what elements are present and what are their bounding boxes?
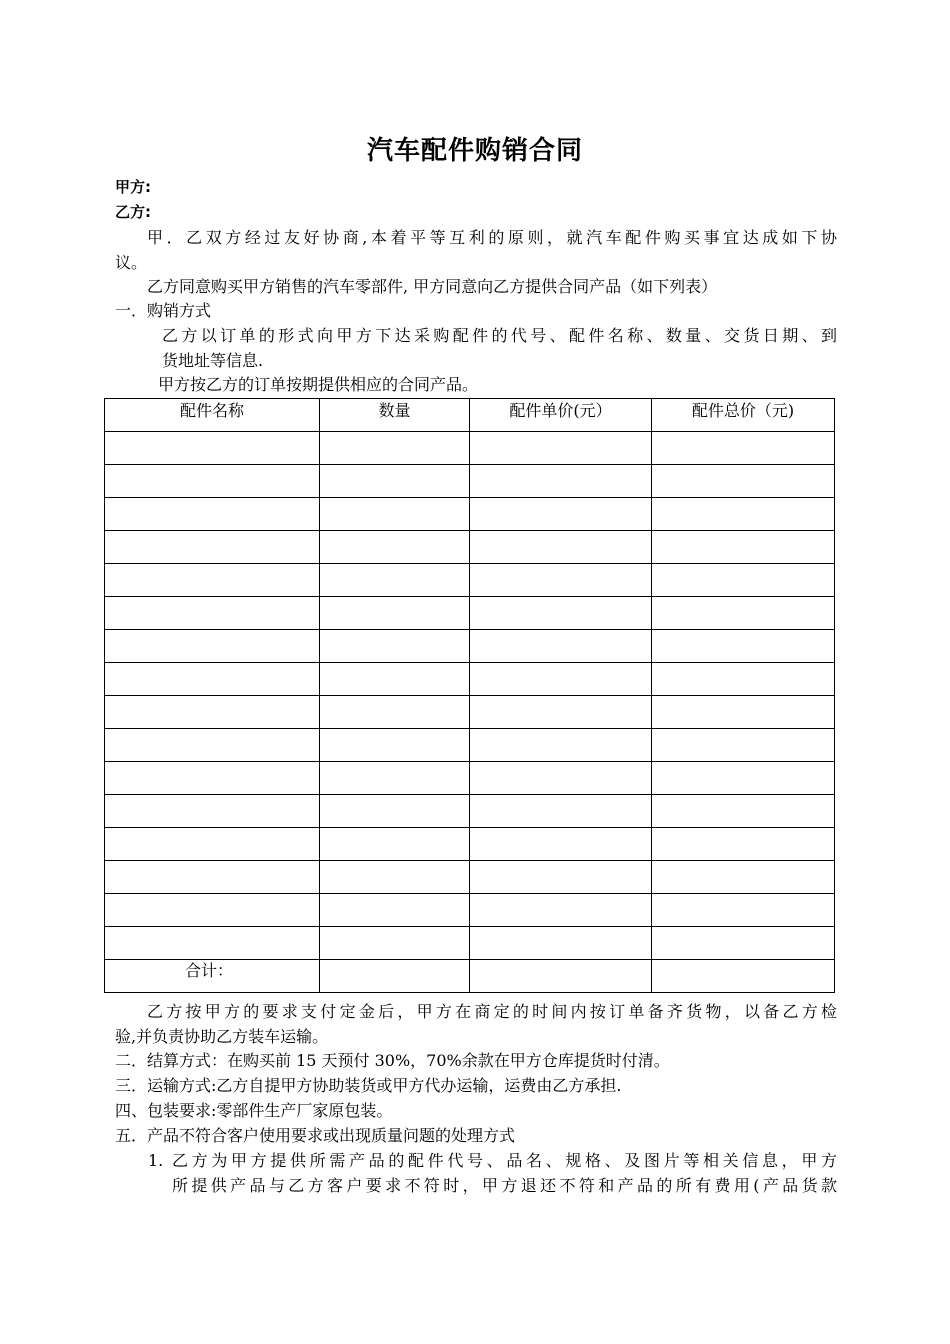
quantity-cell[interactable]	[320, 432, 470, 465]
total-price-cell[interactable]	[652, 828, 835, 861]
unit-price-cell[interactable]	[470, 795, 652, 828]
total-price-cell[interactable]	[652, 564, 835, 597]
total-price-cell[interactable]	[652, 465, 835, 498]
section5-item1-line1: 1. 乙方为甲方提供所需产品的配件代号、品名、规格、及图片等相关信息，甲方	[148, 1151, 837, 1170]
part-name-cell[interactable]	[105, 498, 320, 531]
part-name-cell[interactable]	[105, 927, 320, 960]
total-label: 合计：	[105, 960, 320, 993]
section5-heading: 五．产品不符合客户使用要求或出现质量问题的处理方式	[115, 1126, 516, 1145]
total-price-cell[interactable]	[652, 663, 835, 696]
table-row	[105, 894, 835, 927]
table-row	[105, 498, 835, 531]
section4-packaging: 四、包装要求:零部件生产厂家原包装。	[115, 1101, 393, 1120]
total-price-cell[interactable]	[652, 861, 835, 894]
intro-paragraph-line1: 甲．乙双方经过友好协商,本着平等互利的原则，就汽车配件购买事宜达成如下协	[147, 228, 837, 247]
total-price-cell[interactable]	[652, 729, 835, 762]
total-price-cell[interactable]	[652, 597, 835, 630]
unit-price-cell[interactable]	[470, 663, 652, 696]
part-name-cell[interactable]	[105, 828, 320, 861]
section1-text-line3: 甲方按乙方的订单按期提供相应的合同产品。	[158, 375, 479, 394]
section2-settlement: 二．结算方式：在购买前 15 天预付 30%，70%余款在甲方仓库提货时付清。	[115, 1051, 670, 1070]
table-header-row	[105, 399, 835, 432]
table-row	[105, 828, 835, 861]
part-name-cell[interactable]	[105, 465, 320, 498]
unit-price-cell[interactable]	[470, 498, 652, 531]
part-name-cell[interactable]	[105, 696, 320, 729]
quantity-cell[interactable]	[320, 729, 470, 762]
party-b-label: 乙方:	[115, 203, 151, 221]
total-unit-price-cell[interactable]	[470, 960, 652, 993]
total-price-cell[interactable]	[652, 630, 835, 663]
unit-price-cell[interactable]	[470, 696, 652, 729]
intro-paragraph-line2: 议。	[115, 253, 148, 272]
agreement-paragraph: 乙方同意购买甲方销售的汽车零部件, 甲方同意向乙方提供合同产品（如下列表）	[147, 277, 718, 296]
quantity-cell[interactable]	[320, 498, 470, 531]
total-price-cell[interactable]	[652, 498, 835, 531]
part-name-cell[interactable]	[105, 564, 320, 597]
table-row	[105, 597, 835, 630]
table-row	[105, 696, 835, 729]
table-row	[105, 432, 835, 465]
total-price-cell[interactable]	[652, 927, 835, 960]
part-name-cell[interactable]	[105, 531, 320, 564]
total-quantity-cell[interactable]	[320, 960, 470, 993]
total-amount-cell[interactable]	[652, 960, 835, 993]
table-row	[105, 531, 835, 564]
total-price-cell[interactable]	[652, 432, 835, 465]
unit-price-cell[interactable]	[470, 564, 652, 597]
part-name-cell[interactable]	[105, 630, 320, 663]
quantity-cell[interactable]	[320, 663, 470, 696]
unit-price-cell[interactable]	[470, 630, 652, 663]
part-name-cell[interactable]	[105, 663, 320, 696]
part-name-cell[interactable]	[105, 597, 320, 630]
table-row	[105, 795, 835, 828]
section3-transport: 三．运输方式:乙方自提甲方协助装货或甲方代办运输，运费由乙方承担.	[115, 1076, 622, 1095]
total-price-cell[interactable]	[652, 795, 835, 828]
header-quantity: 数量	[320, 399, 470, 432]
part-name-cell[interactable]	[105, 795, 320, 828]
unit-price-cell[interactable]	[470, 531, 652, 564]
part-name-cell[interactable]	[105, 894, 320, 927]
part-name-cell[interactable]	[105, 432, 320, 465]
quantity-cell[interactable]	[320, 894, 470, 927]
quantity-cell[interactable]	[320, 696, 470, 729]
quantity-cell[interactable]	[320, 762, 470, 795]
unit-price-cell[interactable]	[470, 729, 652, 762]
section1-text-line2: 货地址等信息.	[162, 351, 264, 370]
unit-price-cell[interactable]	[470, 432, 652, 465]
unit-price-cell[interactable]	[470, 927, 652, 960]
table-row	[105, 564, 835, 597]
quantity-cell[interactable]	[320, 861, 470, 894]
quantity-cell[interactable]	[320, 564, 470, 597]
unit-price-cell[interactable]	[470, 894, 652, 927]
quantity-cell[interactable]	[320, 630, 470, 663]
after-table-line2: 验,并负责协助乙方装车运输。	[115, 1027, 329, 1046]
total-price-cell[interactable]	[652, 894, 835, 927]
document-title: 汽车配件购销合同	[366, 136, 583, 166]
total-price-cell[interactable]	[652, 762, 835, 795]
table-row	[105, 861, 835, 894]
unit-price-cell[interactable]	[470, 762, 652, 795]
section1-heading: 一．购销方式	[115, 301, 212, 320]
table-row	[105, 927, 835, 960]
quantity-cell[interactable]	[320, 465, 470, 498]
unit-price-cell[interactable]	[470, 828, 652, 861]
unit-price-cell[interactable]	[470, 861, 652, 894]
total-price-cell[interactable]	[652, 531, 835, 564]
quantity-cell[interactable]	[320, 795, 470, 828]
party-a-label: 甲方:	[115, 178, 151, 196]
unit-price-cell[interactable]	[470, 465, 652, 498]
table-total-row	[105, 960, 835, 993]
section1-text-line1: 乙方以订单的形式向甲方下达采购配件的代号、配件名称、数量、交货日期、到	[162, 326, 837, 345]
total-price-cell[interactable]	[652, 696, 835, 729]
table-row	[105, 663, 835, 696]
part-name-cell[interactable]	[105, 729, 320, 762]
section5-item1-line2: 所提供产品与乙方客户要求不符时，甲方退还不符和产品的所有费用(产品货款	[172, 1176, 837, 1195]
header-total-price: 配件总价（元)	[652, 399, 835, 432]
after-table-line1: 乙方按甲方的要求支付定金后，甲方在商定的时间内按订单备齐货物，以备乙方检	[147, 1002, 837, 1021]
header-part-name: 配件名称	[105, 399, 320, 432]
part-name-cell[interactable]	[105, 762, 320, 795]
part-name-cell[interactable]	[105, 861, 320, 894]
table-row	[105, 762, 835, 795]
quantity-cell[interactable]	[320, 828, 470, 861]
unit-price-cell[interactable]	[470, 597, 652, 630]
quantity-cell[interactable]	[320, 597, 470, 630]
quantity-cell[interactable]	[320, 531, 470, 564]
table-row	[105, 465, 835, 498]
header-unit-price: 配件单价(元）	[470, 399, 652, 432]
table-row	[105, 729, 835, 762]
parts-table	[104, 398, 835, 993]
quantity-cell[interactable]	[320, 927, 470, 960]
table-row	[105, 630, 835, 663]
